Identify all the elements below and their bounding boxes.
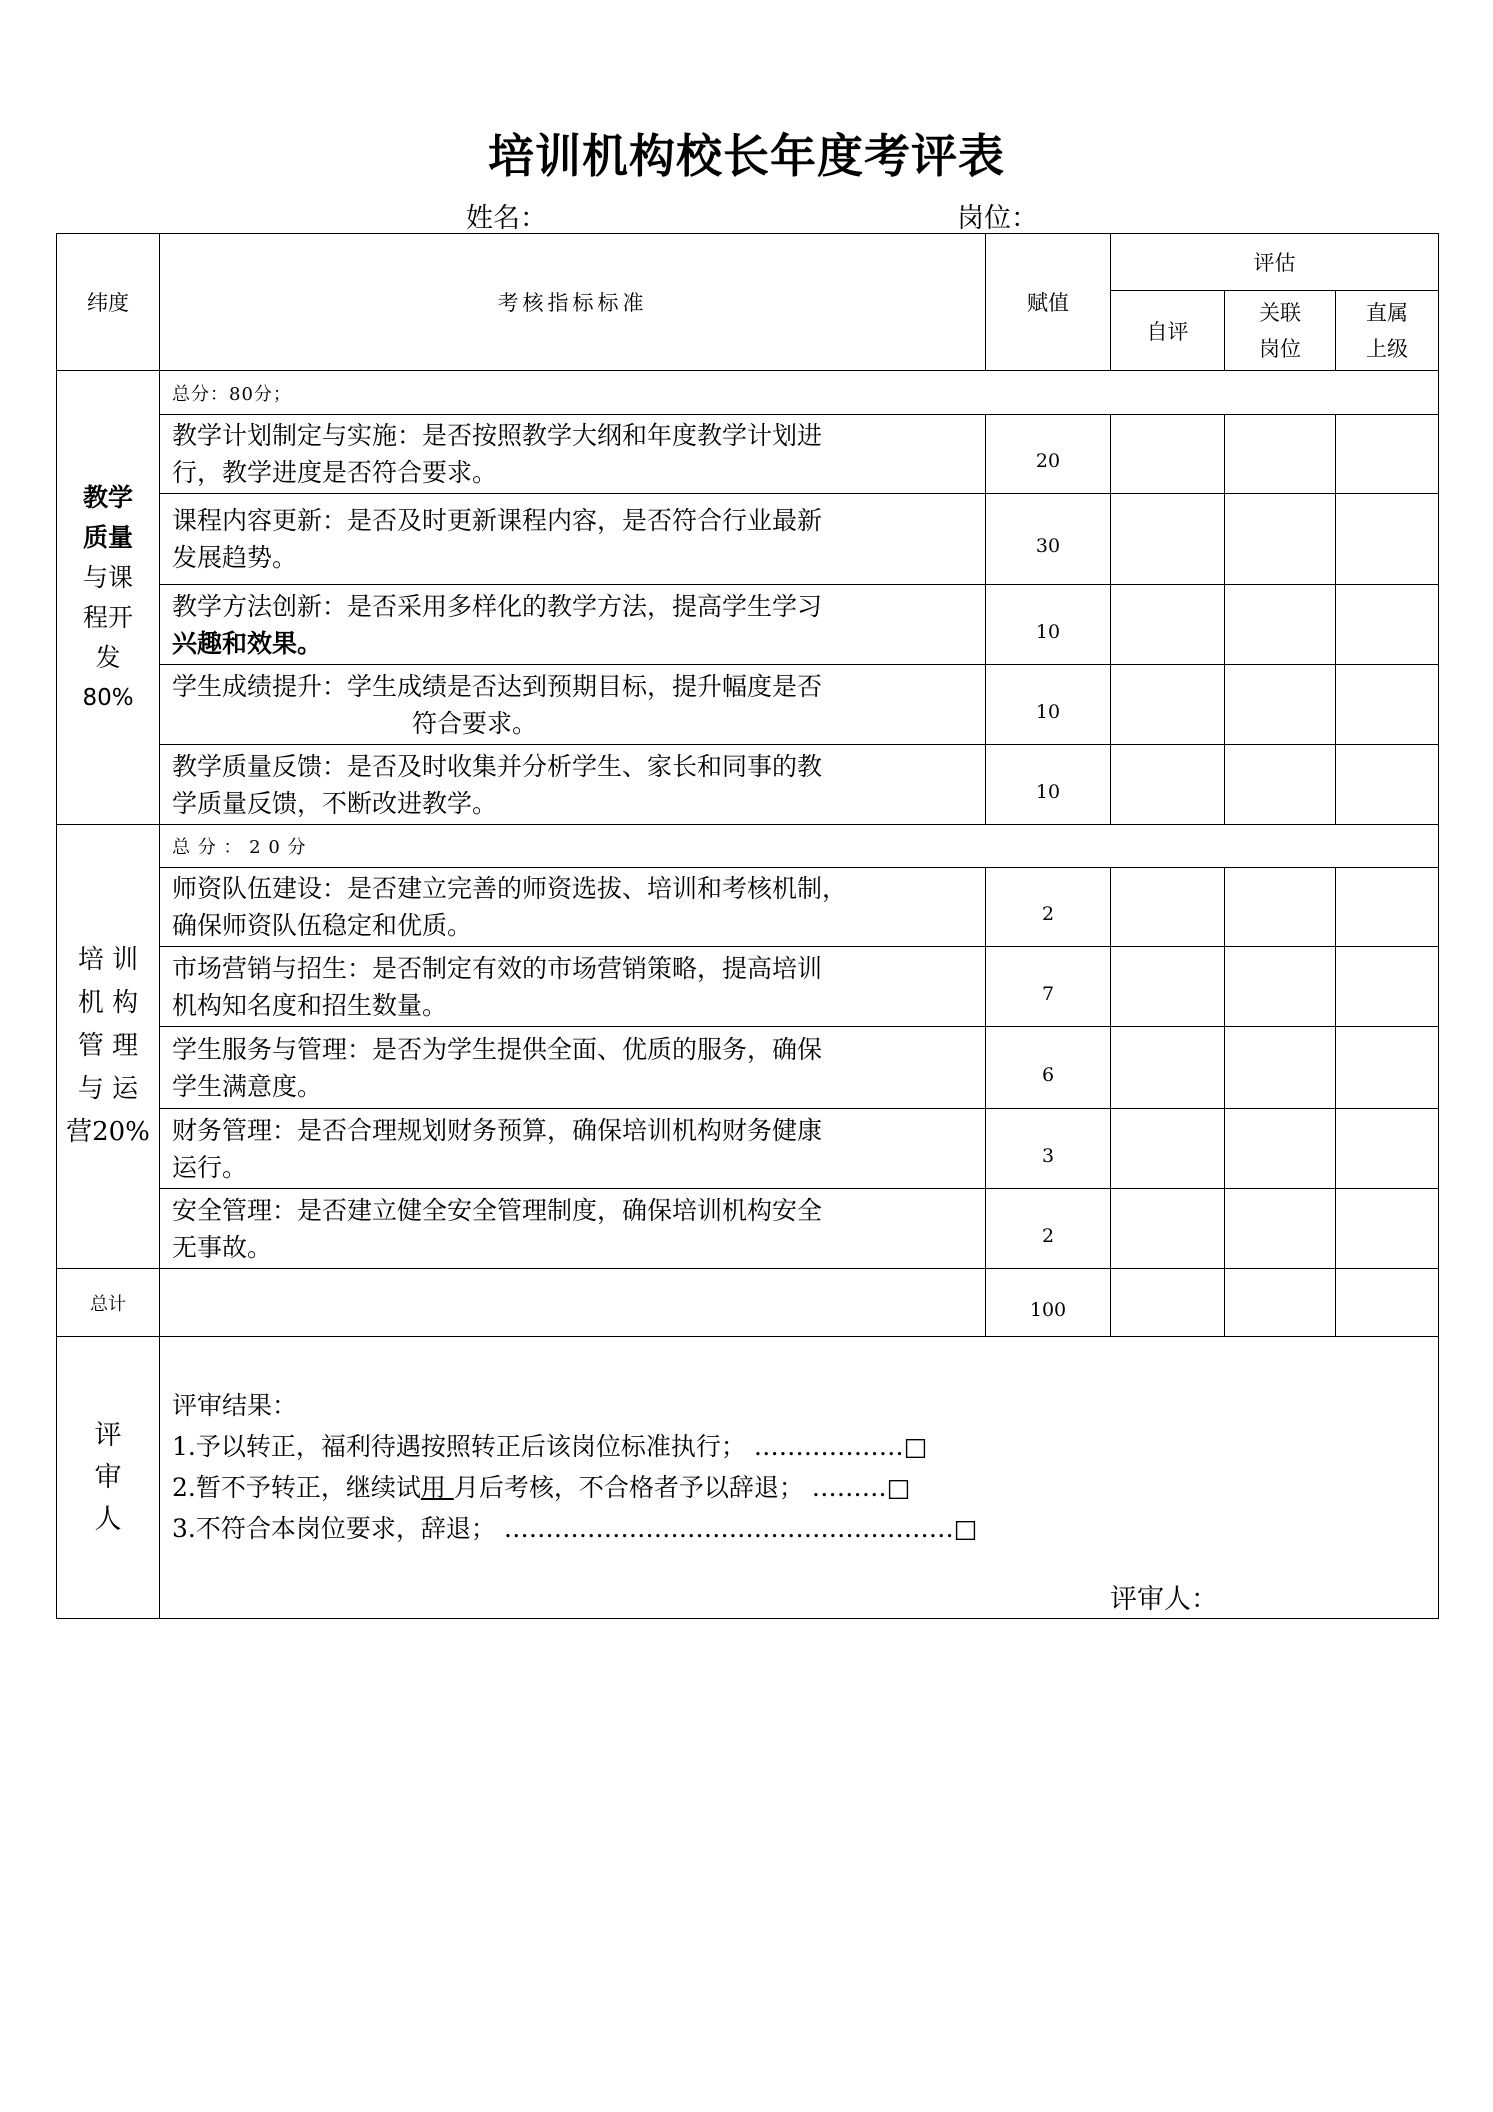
criteria-cell: 学生服务与管理：是否为学生提供全面、优质的服务，确保 学生满意度。 <box>160 1027 986 1109</box>
self-score-cell[interactable] <box>1111 947 1225 1027</box>
header-related: 关联 岗位 <box>1225 291 1336 371</box>
value-cell: 10 <box>986 665 1111 745</box>
page-title: 培训机构校长年度考评表 <box>488 129 1005 183</box>
superior-score-cell[interactable] <box>1336 868 1439 947</box>
value-cell: 10 <box>986 745 1111 825</box>
review-option-3[interactable]: 3.不符合本岗位要求，辞退； ………………………………………………□ <box>172 1514 978 1543</box>
table-row <box>57 1027 1439 1109</box>
superior-score-cell[interactable] <box>1336 585 1439 665</box>
review-row <box>57 1337 1439 1619</box>
summary-self-cell[interactable] <box>1111 1269 1225 1337</box>
table-row <box>57 665 1439 745</box>
reviewer-signature-label: 评审人： <box>1110 1584 1218 1615</box>
superior-score-cell[interactable] <box>1336 947 1439 1027</box>
criteria-cell: 市场营销与招生：是否制定有效的市场营销策略，提高培训 机构知名度和招生数量。 <box>160 947 986 1027</box>
related-score-cell[interactable] <box>1225 868 1336 947</box>
superior-score-cell[interactable] <box>1336 665 1439 745</box>
section2-dimension: 培 训 机 构 管 理 与 运 营20% <box>57 825 160 1269</box>
superior-score-cell[interactable] <box>1336 494 1439 585</box>
header-evaluation: 评估 <box>1111 234 1439 291</box>
criteria-cell: 师资队伍建设：是否建立完善的师资选拔、培训和考核机制， 确保师资队伍稳定和优质。 <box>160 868 986 947</box>
review-options <box>172 1385 977 1549</box>
self-score-cell[interactable] <box>1111 745 1225 825</box>
self-score-cell[interactable] <box>1111 585 1225 665</box>
evaluation-table <box>56 233 1439 1619</box>
table-row <box>57 585 1439 665</box>
section1-total-row <box>57 371 1439 415</box>
post-field-label: 岗位： <box>957 203 1038 234</box>
header-value: 赋值 <box>986 234 1111 371</box>
self-score-cell[interactable] <box>1111 415 1225 494</box>
criteria-cell: 学生成绩提升：学生成绩是否达到预期目标，提升幅度是否 符合要求。 <box>160 665 986 745</box>
self-score-cell[interactable] <box>1111 868 1225 947</box>
related-score-cell[interactable] <box>1225 494 1336 585</box>
section1-total: 总分：80分； <box>160 371 1439 415</box>
self-score-cell[interactable] <box>1111 1109 1225 1189</box>
superior-score-cell[interactable] <box>1336 1027 1439 1109</box>
probation-months-blank[interactable]: 用 <box>420 1473 454 1502</box>
name-field-label: 姓名： <box>466 203 547 234</box>
section2-total-row <box>57 825 1439 868</box>
criteria-cell: 课程内容更新：是否及时更新课程内容，是否符合行业最新 发展趋势。 <box>160 494 986 585</box>
header-self: 自评 <box>1111 291 1225 371</box>
self-score-cell[interactable] <box>1111 1189 1225 1269</box>
value-cell: 30 <box>986 494 1111 585</box>
review-option-2[interactable]: 2.暂不予转正，继续试用 月后考核，不合格者予以辞退； ………□ <box>172 1473 911 1502</box>
self-score-cell[interactable] <box>1111 1027 1225 1109</box>
review-content <box>160 1337 1439 1619</box>
table-row <box>57 1109 1439 1189</box>
superior-score-cell[interactable] <box>1336 1189 1439 1269</box>
table-row <box>57 947 1439 1027</box>
review-option-1[interactable]: 1.予以转正，福利待遇按照转正后该岗位标准执行； ………………□ <box>172 1432 928 1461</box>
section1-dimension: 教学 质量 与课 程开 发 80% <box>57 371 160 825</box>
self-score-cell[interactable] <box>1111 665 1225 745</box>
summary-criteria-cell <box>160 1269 986 1337</box>
value-cell: 6 <box>986 1027 1111 1109</box>
related-score-cell[interactable] <box>1225 585 1336 665</box>
related-score-cell[interactable] <box>1225 1109 1336 1189</box>
header-row-top <box>57 234 1439 291</box>
criteria-cell: 财务管理：是否合理规划财务预算，确保培训机构财务健康 运行。 <box>160 1109 986 1189</box>
header-dimension: 纬度 <box>57 234 160 371</box>
table-row <box>57 494 1439 585</box>
header-superior: 直属 上级 <box>1336 291 1439 371</box>
value-cell: 20 <box>986 415 1111 494</box>
superior-score-cell[interactable] <box>1336 745 1439 825</box>
value-cell: 3 <box>986 1109 1111 1189</box>
related-score-cell[interactable] <box>1225 415 1336 494</box>
criteria-cell: 教学计划制定与实施：是否按照教学大纲和年度教学计划进 行，教学进度是否符合要求。 <box>160 415 986 494</box>
summary-value: 100 <box>986 1269 1111 1337</box>
review-result-title: 评审结果： <box>172 1391 298 1420</box>
summary-related-cell[interactable] <box>1225 1269 1336 1337</box>
value-cell: 2 <box>986 1189 1111 1269</box>
related-score-cell[interactable] <box>1225 1189 1336 1269</box>
criteria-cell: 教学质量反馈：是否及时收集并分析学生、家长和同事的教 学质量反馈，不断改进教学。 <box>160 745 986 825</box>
summary-row <box>57 1269 1439 1337</box>
related-score-cell[interactable] <box>1225 1027 1336 1109</box>
criteria-cell: 教学方法创新：是否采用多样化的教学方法，提高学生学习 兴趣和效果。 <box>160 585 986 665</box>
section2-total: 总 分 ： 2 0 分 <box>160 825 1439 868</box>
header-criteria: 考核指标标准 <box>160 234 986 371</box>
table-row <box>57 745 1439 825</box>
review-label: 评 审 人 <box>57 1337 160 1619</box>
summary-label: 总计 <box>57 1269 160 1337</box>
table-row <box>57 415 1439 494</box>
value-cell: 7 <box>986 947 1111 1027</box>
criteria-cell: 安全管理：是否建立健全安全管理制度，确保培训机构安全 无事故。 <box>160 1189 986 1269</box>
value-cell: 2 <box>986 868 1111 947</box>
superior-score-cell[interactable] <box>1336 1109 1439 1189</box>
value-cell: 10 <box>986 585 1111 665</box>
summary-superior-cell[interactable] <box>1336 1269 1439 1337</box>
related-score-cell[interactable] <box>1225 947 1336 1027</box>
superior-score-cell[interactable] <box>1336 415 1439 494</box>
related-score-cell[interactable] <box>1225 665 1336 745</box>
table-row <box>57 1189 1439 1269</box>
self-score-cell[interactable] <box>1111 494 1225 585</box>
table-row <box>57 868 1439 947</box>
related-score-cell[interactable] <box>1225 745 1336 825</box>
